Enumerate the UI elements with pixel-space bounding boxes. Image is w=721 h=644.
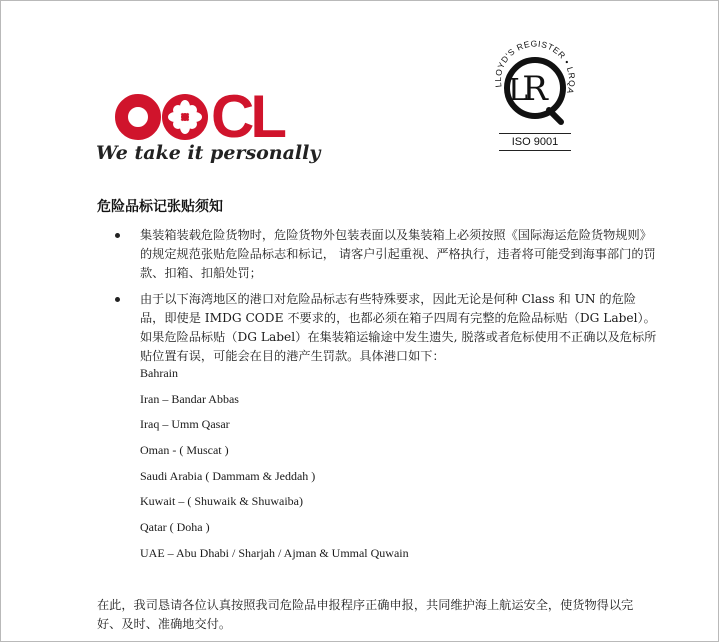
port-item: Bahrain bbox=[140, 366, 178, 380]
svg-text:R: R bbox=[522, 69, 548, 109]
port-item: Iraq – Umm Qasar bbox=[140, 417, 230, 432]
flower-icon bbox=[162, 94, 208, 140]
port-item: UAE – Abu Dhabi / Sharjah / Ajman & Ummal Quwain bbox=[140, 545, 409, 560]
port-item: Saudi Arabia ( Dammam & Jeddah ) bbox=[140, 468, 316, 483]
bullet-icon bbox=[115, 233, 120, 238]
port-item: Oman - ( Muscat ) bbox=[140, 443, 229, 458]
iso-standard-label: ISO 9001 bbox=[499, 133, 571, 151]
list-item bbox=[118, 226, 658, 283]
oocl-wordmark: CL bbox=[115, 88, 283, 146]
logo-tagline: We take it personally bbox=[96, 142, 321, 164]
lrqa-seal-icon bbox=[485, 30, 585, 132]
svg-text:L: L bbox=[508, 73, 528, 108]
page-title: 危险品标记张贴须知 bbox=[97, 199, 223, 215]
port-item: Qatar ( Doha ) bbox=[140, 520, 210, 535]
port-list bbox=[140, 364, 409, 570]
oocl-logo bbox=[90, 83, 321, 170]
iso-certification-mark bbox=[485, 30, 585, 152]
bullet-text: 由于以下海湾地区的港口对危险品标志有些特殊要求，因此无论是何种 Class 和 UN 的危险品，即使是 IMDG CODE 不要求的，也都必须在箱子四周有完整的危险品标贴（DG Label）。如果危险品标贴（DG Label）在集装箱运输途中发生遗失, 脱落或者危标使用不正确以及危标所贴位置有误，可能会在目的港产生罚款。具体港口如下： bbox=[140, 292, 657, 363]
svg-text:LLOYD'S REGISTER • LRQA: LLOYD'S REGISTER • LRQA bbox=[492, 38, 578, 96]
bullet-text: 集装箱装载危险货物时，危险货物外包装表面以及集装箱上必须按照《国际海运危险货物规则》的规定规范张贴危险品标志和标记， 请客户引起重视、严格执行，违者将可能受到海事部门的罚款、扣箱、扣船处罚； bbox=[140, 228, 656, 280]
logo-letter-o bbox=[115, 94, 161, 140]
port-item: Iran – Bandar Abbas bbox=[140, 391, 239, 406]
port-item: Kuwait – ( Shuwaik & Shuwaiba) bbox=[140, 494, 303, 509]
bullet-icon bbox=[115, 297, 120, 302]
closing-paragraph: 在此，我司恳请各位认真按照我司危险品申报程序正确申报，共同维护海上航运安全，使货物得以完好、及时、准确地交付。 bbox=[97, 598, 634, 631]
list-item bbox=[118, 290, 658, 366]
